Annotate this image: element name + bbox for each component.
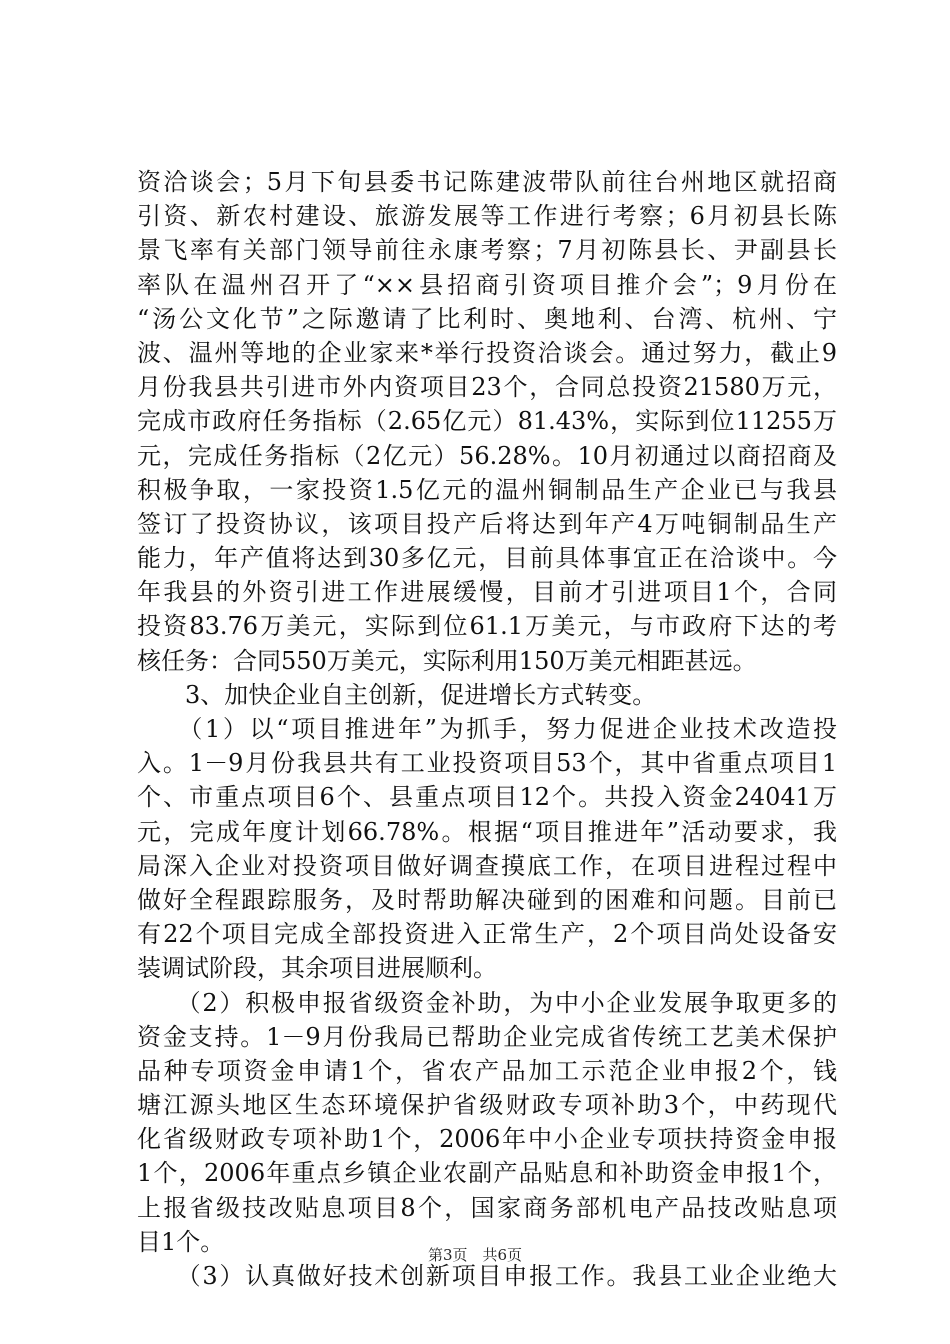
text-line: 目1个。 [137, 1227, 225, 1256]
text-line: （3）认真做好技术创新项目申报工作。我县工业企业绝大 [137, 1262, 837, 1290]
text-line: 个、市重点项目6个、县重点项目12个。共投入资金24041万 [137, 783, 837, 812]
text-line: 积极争取，一家投资1.5亿元的温州铜制品生产企业已与我县 [137, 475, 837, 504]
text-line: 装调试阶段，其余项目进展顺利。 [137, 954, 497, 983]
text-line: 率队在温州召开了“××县招商引资项目推介会”；9月份在 [137, 270, 837, 299]
text-line: 投资83.76万美元，实际到位61.1万美元，与市政府下达的考 [137, 612, 837, 641]
text-line: 做好全程跟踪服务，及时帮助解决碰到的困难和问题。目前已 [137, 885, 837, 914]
text-line: 引资、新农村建设、旅游发展等工作进行考察；6月初县长陈 [137, 202, 837, 231]
text-line: 化省级财政专项补助1个，2006年中小企业专项扶持资金申报 [137, 1125, 837, 1154]
text-line: 上报省级技改贴息项目8个，国家商务部机电产品技改贴息项 [137, 1193, 837, 1222]
text-line: 能力，年产值将达到30多亿元，目前具体事宜正在洽谈中。今 [137, 544, 837, 573]
text-line: 月份我县共引进市外内资项目23个，合同总投资21580万元， [137, 373, 837, 402]
text-line: 完成市政府任务指标（2.65亿元）81.43%，实际到位11255万 [137, 407, 837, 436]
text-line: 核任务：合同550万美元，实际利用150万美元相距甚远。 [137, 646, 757, 675]
text-line: 有22个项目完成全部投资进入正常生产，2个项目尚处设备安 [137, 920, 837, 949]
text-line: 景飞率有关部门领导前往永康考察；7月初陈县长、尹副县长 [137, 236, 837, 265]
text-line: 资金支持。1－9月份我局已帮助企业完成省传统工艺美术保护 [137, 1022, 837, 1051]
text-line: 品种专项资金申请1个，省农产品加工示范企业申报2个，钱 [137, 1056, 837, 1085]
text-line: 元，完成任务指标（2亿元）56.28%。10月初通过以商招商及 [137, 441, 837, 470]
text-line: 3、加快企业自主创新，促进增长方式转变。 [137, 680, 657, 709]
text-line: “汤公文化节”之际邀请了比利时、奥地利、台湾、杭州、宁 [137, 304, 837, 333]
text-line: 局深入企业对投资项目做好调查摸底工作，在项目进程过程中 [137, 851, 837, 880]
document-body [137, 165, 837, 1293]
page-footer [0, 1245, 950, 1265]
text-line: 塘江源头地区生态环境保护省级财政专项补助3个，中药现代 [137, 1091, 837, 1120]
page-number: 第3页 共6页 [427, 1246, 523, 1264]
text-line: 签订了投资协议，该项目投产后将达到年产4万吨铜制品生产 [137, 509, 837, 538]
text-line: （2）积极申报省级资金补助，为中小企业发展争取更多的 [137, 988, 837, 1017]
text-line: 入。1－9月份我县共有工业投资项目53个，其中省重点项目1 [137, 749, 837, 778]
text-line: （1）以“项目推进年”为抓手，努力促进企业技术改造投 [137, 715, 837, 743]
text-line: 元，完成年度计划66.78%。根据“项目推进年”活动要求，我 [137, 817, 837, 846]
text-line: 资洽谈会；5月下旬县委书记陈建波带队前往台州地区就招商 [137, 168, 837, 196]
text-line: 波、温州等地的企业家来*举行投资洽谈会。通过努力，截止9 [137, 338, 837, 367]
text-line: 1个，2006年重点乡镇企业农副产品贴息和补助资金申报1个， [137, 1159, 837, 1188]
text-line: 年我县的外资引进工作进展缓慢，目前才引进项目1个，合同 [137, 578, 837, 607]
